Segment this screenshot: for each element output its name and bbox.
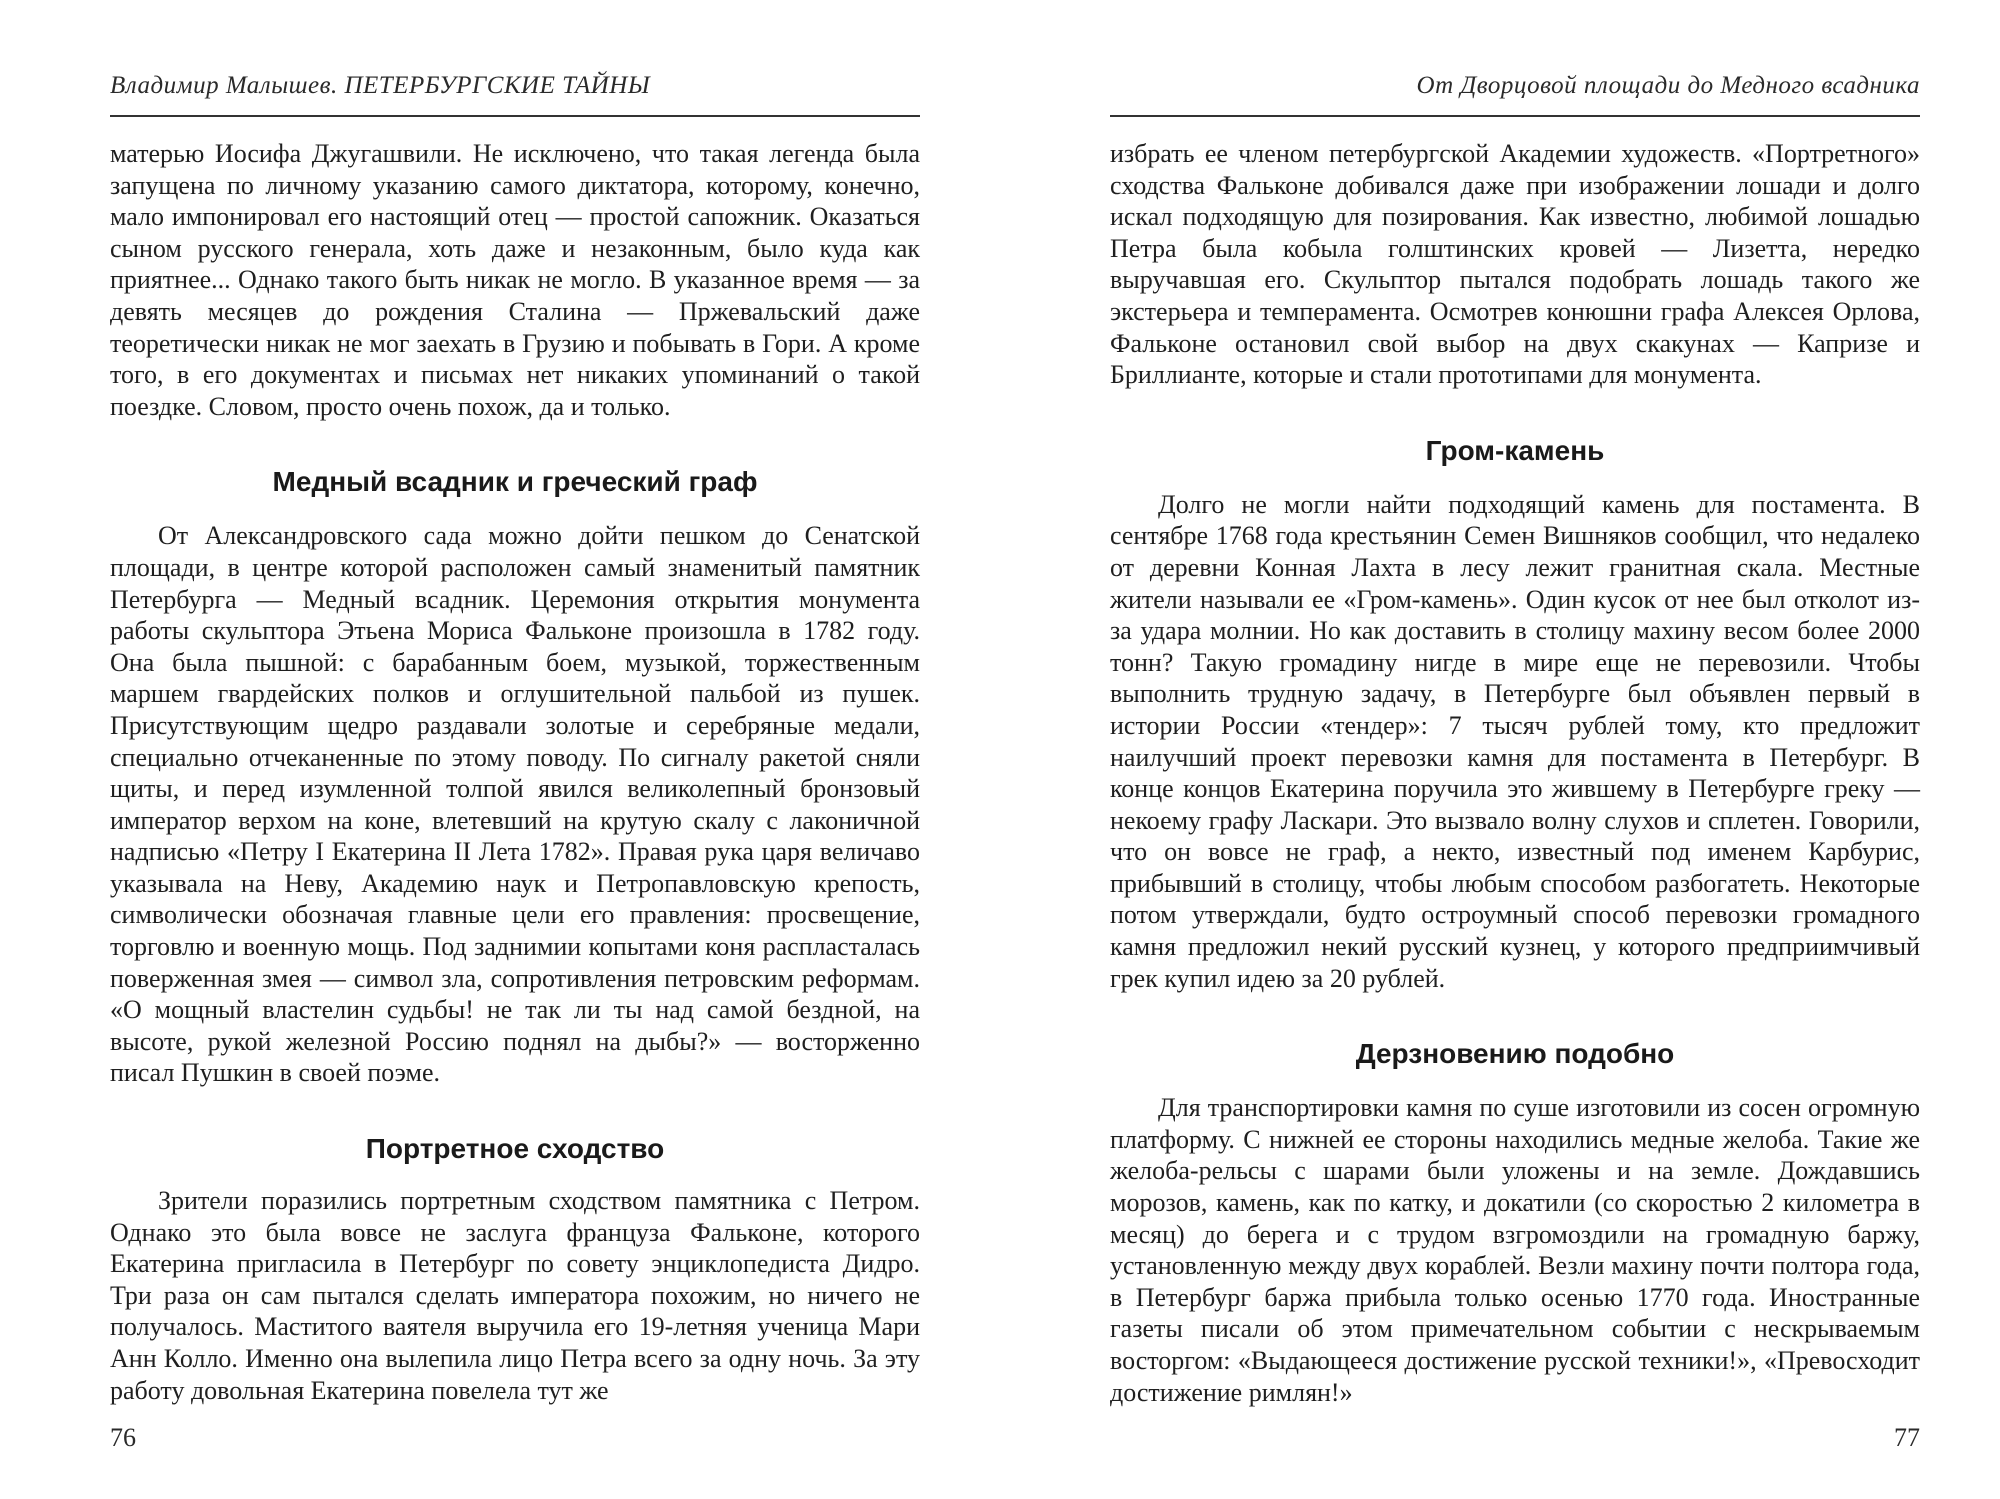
- page-number-left: 76: [110, 1423, 136, 1452]
- left-page-body: [110, 138, 920, 1406]
- right-page-body: [1110, 138, 1920, 1408]
- paragraph-continued: матерью Иосифа Джугашвили. Не исключено, что такая легенда была запущена по личному указанию самого диктатора, которому, конечно, мало импонировал его настоящий отец — простой сапожник. Оказаться сыном русского генерала, хоть даже и незаконным, было куда как приятнее... Однако такого быть никак не могло. В указанное время — за девять месяцев до рождения Сталина — Пржевальский даже теоретически никак не мог заехать в Грузию и побывать в Гори. А кроме того, в его документах и письмах нет никаких упоминаний о такой поездке. Словом, просто очень похож, да и только.: [110, 139, 920, 421]
- section-heading: Гром-камень: [1425, 434, 1605, 466]
- paragraph-continued: избрать ее членом петербургской Академии художеств. «Портретного» сходства Фальконе добивался даже при изображении лошади и долго искал подходящую для позирования. Как известно, любимой лошадью Петра была кобыла голштинских кровей — Лизетта, нередко выручавшая его. Скульптор пытался подобрать лошадь такого же экстерьера и темперамента. Осмотрев конюшни графа Алексея Орлова, Фальконе остановил свой выбор на двух скакунах — Капризе и Бриллианте, которые и стали прототипами для монумента.: [1110, 139, 1920, 390]
- right-page: [1110, 0, 1920, 1499]
- page-number-right: 77: [1894, 1423, 1920, 1452]
- paragraph: Для транспортировки камня по суше изготовили из сосен огромную платформу. С нижней ее стороны находились медные желоба. Такие же желоба-рельсы с шарами были уложены и на земле. Дождавшись морозов, камень, как по катку, и докатили (со скоростью 2 километра в месяц) до берега и с трудом взгромоздили на громадную баржу, установленную между двух кораблей. Везли махину почти полтора года, в Петербург баржа прибыла только осенью 1770 года. Иностранные газеты писали об этом примечательном событии с нескрываемым восторгом: «Выдающееся достижение русской техники!», «Превосходит достижение римлян!»: [1110, 1093, 1920, 1407]
- header-rule-right: [1110, 115, 1920, 117]
- section-heading: Дерзновению подобно: [1355, 1038, 1675, 1070]
- section-heading: Портретное сходство: [365, 1133, 665, 1165]
- running-head-left: Владимир Малышев. ПЕТЕРБУРГСКИЕ ТАЙНЫ: [110, 72, 651, 99]
- section-heading: Медный всадник и греческий граф: [272, 466, 758, 498]
- left-page: [110, 0, 920, 1499]
- paragraph: Зрители поразились портретным сходством памятника с Петром. Однако это была вовсе не заслуга француза Фальконе, которого Екатерина пригласила в Петербург по совету энциклопедиста Дидро. Три раза он сам пытался сделать императора похожим, но ничего не получалось. Маститого ваятеля выручила его 19-летняя ученица Мари Анн Колло. Именно она вылепила лицо Петра всего за одну ночь. За эту работу довольная Екатерина повелела тут же: [110, 1186, 920, 1405]
- header-rule-left: [110, 115, 920, 117]
- paragraph: От Александровского сада можно дойти пешком до Сенатской площади, в центре которой расположен самый знаменитый памятник Петербурга — Медный всадник. Церемония открытия монумента работы скульптора Этьена Мориса Фальконе произошла в 1782 году. Она была пышной: с барабанным боем, музыкой, торжественным маршем гвардейских полков и оглушительной пальбой из пушек. Присутствующим щедро раздавали золотые и серебряные медали, специально отчеканенные по этому поводу. По сигналу ракетой сняли щиты, и перед изумленной толпой явился великолепный бронзовый император верхом на коне, влетевший на крутую скалу с лаконичной надписью «Петру I Екатерина II Лета 1782». Правая рука царя величаво указывала на Неву, Академию наук и Петропавловскую крепость, символически обозначая главные цели его правления: просвещение, торговлю и военную мощь. Под заднимии копытами коня распласталась поверженная змея — символ зла, сопротивления петровским реформам. «О мощный властелин судьбы! не так ли ты над самой бездной, на высоте, рукой железной Россию поднял на дыбы?» — восторженно писал Пушкин в своей поэме.: [110, 521, 920, 1088]
- paragraph: Долго не могли найти подходящий камень для постамента. В сентябре 1768 года крестьянин Семен Вишняков сообщил, что недалеко от деревни Конная Лахта в лесу лежит гранитная скала. Местные жители называли ее «Гром-камень». Один кусок от нее был отколот из-за удара молнии. Но как доставить в столицу махину весом более 2000 тонн? Такую громадину нигде в мире еще не перевозили. Чтобы выполнить трудную задачу, в Петербурге был объявлен первый в истории России «тендер»: 7 тысяч рублей тому, кто предложит наилучший проект перевозки камня для постамента в Петербург. В конце концов Екатерина поручила это жившему в Петербурге греку — некоему графу Ласкари. Это вызвало волну слухов и сплетен. Говорили, что он вовсе не граф, а некто, известный под именем Карбурис, прибывший в столицу, чтобы любым способом разбогатеть. Некоторые потом утверждали, будто остроумный способ перевозки громадного камня предложил некий русский кузнец, у которого предприимчивый грек купил идею за 20 рублей.: [1110, 489, 1920, 993]
- running-head-right: От Дворцовой площади до Медного всадника: [1416, 72, 1920, 99]
